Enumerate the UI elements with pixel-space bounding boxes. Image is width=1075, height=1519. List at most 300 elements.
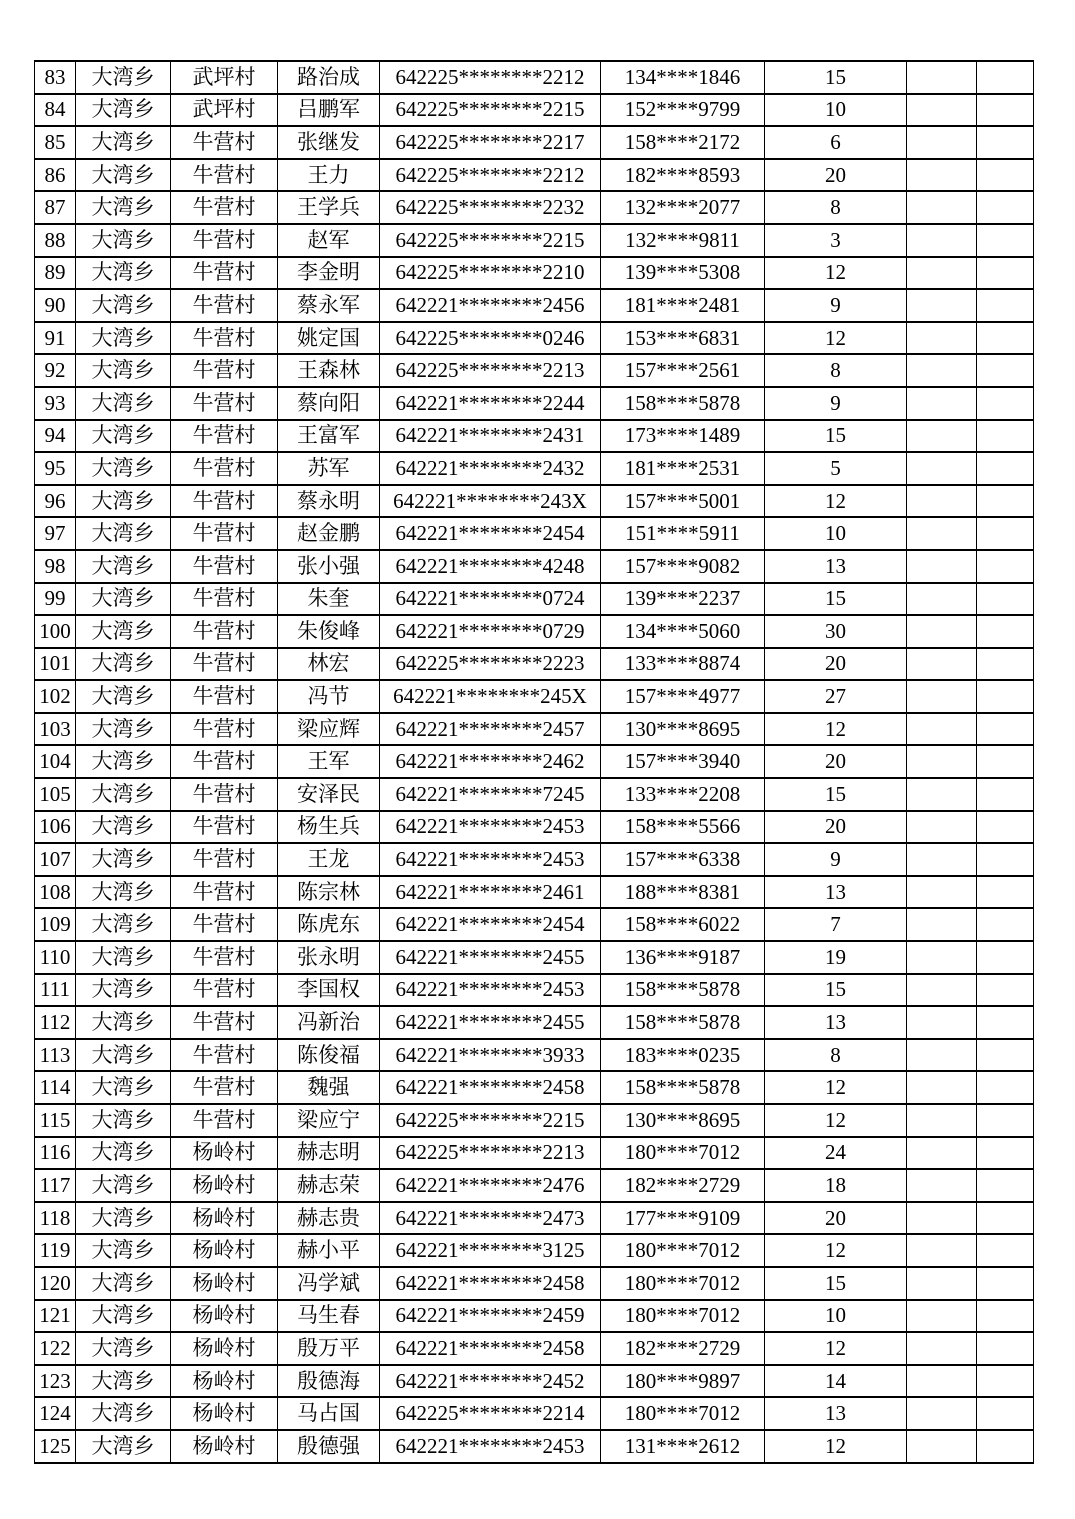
township-cell: 大湾乡 [76, 61, 171, 94]
village-cell: 杨岭村 [171, 1137, 278, 1170]
id-number-cell: 642225********2215 [380, 224, 601, 257]
name-cell: 王森林 [278, 354, 380, 387]
quantity-cell: 7 [765, 908, 907, 941]
blank-cell-2 [977, 191, 1034, 224]
blank-cell-1 [907, 1300, 977, 1333]
row-number-cell: 121 [35, 1300, 76, 1333]
row-number-cell: 86 [35, 159, 76, 192]
township-cell: 大湾乡 [76, 583, 171, 616]
quantity-cell: 9 [765, 289, 907, 322]
name-cell: 张永明 [278, 941, 380, 974]
name-cell: 冯学斌 [278, 1267, 380, 1300]
township-cell: 大湾乡 [76, 1300, 171, 1333]
phone-cell: 188****8381 [601, 876, 765, 909]
id-number-cell: 642221********2457 [380, 713, 601, 746]
phone-cell: 180****7012 [601, 1234, 765, 1267]
blank-cell-1 [907, 1234, 977, 1267]
name-cell: 杨生兵 [278, 811, 380, 844]
blank-cell-1 [907, 941, 977, 974]
blank-cell-2 [977, 452, 1034, 485]
blank-cell-1 [907, 974, 977, 1007]
id-number-cell: 642221********3933 [380, 1039, 601, 1072]
phone-cell: 173****1489 [601, 420, 765, 453]
quantity-cell: 13 [765, 1006, 907, 1039]
blank-cell-2 [977, 583, 1034, 616]
id-number-cell: 642221********2454 [380, 908, 601, 941]
id-number-cell: 642221********2459 [380, 1300, 601, 1333]
quantity-cell: 14 [765, 1365, 907, 1398]
table-row [35, 126, 1034, 159]
id-number-cell: 642225********2232 [380, 191, 601, 224]
blank-cell-1 [907, 485, 977, 518]
township-cell: 大湾乡 [76, 648, 171, 681]
quantity-cell: 8 [765, 191, 907, 224]
township-cell: 大湾乡 [76, 713, 171, 746]
quantity-cell: 15 [765, 420, 907, 453]
township-cell: 大湾乡 [76, 1169, 171, 1202]
table-row [35, 94, 1034, 127]
quantity-cell: 20 [765, 648, 907, 681]
id-number-cell: 642221********2476 [380, 1169, 601, 1202]
quantity-cell: 13 [765, 1397, 907, 1430]
id-number-cell: 642225********2212 [380, 61, 601, 94]
name-cell: 梁应宁 [278, 1104, 380, 1137]
id-number-cell: 642221********7245 [380, 778, 601, 811]
id-number-cell: 642225********2223 [380, 648, 601, 681]
blank-cell-2 [977, 1397, 1034, 1430]
table-row [35, 387, 1034, 420]
phone-cell: 157****2561 [601, 354, 765, 387]
table-row [35, 1169, 1034, 1202]
quantity-cell: 13 [765, 550, 907, 583]
phone-cell: 130****8695 [601, 713, 765, 746]
blank-cell-2 [977, 615, 1034, 648]
quantity-cell: 9 [765, 843, 907, 876]
blank-cell-2 [977, 61, 1034, 94]
village-cell: 杨岭村 [171, 1430, 278, 1463]
row-number-cell: 89 [35, 257, 76, 290]
phone-cell: 132****9811 [601, 224, 765, 257]
township-cell: 大湾乡 [76, 191, 171, 224]
table-row [35, 648, 1034, 681]
blank-cell-1 [907, 94, 977, 127]
table-row [35, 1202, 1034, 1235]
phone-cell: 158****5878 [601, 387, 765, 420]
village-cell: 牛营村 [171, 224, 278, 257]
township-cell: 大湾乡 [76, 778, 171, 811]
table-row [35, 61, 1034, 94]
table-row [35, 1071, 1034, 1104]
township-cell: 大湾乡 [76, 322, 171, 355]
id-number-cell: 642221********243X [380, 485, 601, 518]
name-cell: 林宏 [278, 648, 380, 681]
row-number-cell: 96 [35, 485, 76, 518]
blank-cell-1 [907, 908, 977, 941]
village-cell: 牛营村 [171, 485, 278, 518]
phone-cell: 158****5878 [601, 974, 765, 1007]
row-number-cell: 110 [35, 941, 76, 974]
id-number-cell: 642225********2215 [380, 1104, 601, 1137]
id-number-cell: 642221********2458 [380, 1267, 601, 1300]
blank-cell-1 [907, 1365, 977, 1398]
blank-cell-1 [907, 876, 977, 909]
phone-cell: 134****5060 [601, 615, 765, 648]
id-number-cell: 642225********2213 [380, 354, 601, 387]
village-cell: 牛营村 [171, 1104, 278, 1137]
table-row [35, 322, 1034, 355]
row-number-cell: 88 [35, 224, 76, 257]
id-number-cell: 642225********2214 [380, 1397, 601, 1430]
name-cell: 殷万平 [278, 1332, 380, 1365]
row-number-cell: 84 [35, 94, 76, 127]
township-cell: 大湾乡 [76, 811, 171, 844]
village-cell: 杨岭村 [171, 1202, 278, 1235]
name-cell: 马占国 [278, 1397, 380, 1430]
township-cell: 大湾乡 [76, 941, 171, 974]
name-cell: 赵金鹏 [278, 517, 380, 550]
village-cell: 牛营村 [171, 452, 278, 485]
blank-cell-2 [977, 648, 1034, 681]
row-number-cell: 85 [35, 126, 76, 159]
row-number-cell: 91 [35, 322, 76, 355]
quantity-cell: 12 [765, 1104, 907, 1137]
phone-cell: 133****2208 [601, 778, 765, 811]
township-cell: 大湾乡 [76, 1332, 171, 1365]
phone-cell: 158****6022 [601, 908, 765, 941]
phone-cell: 181****2531 [601, 452, 765, 485]
row-number-cell: 115 [35, 1104, 76, 1137]
blank-cell-2 [977, 1332, 1034, 1365]
name-cell: 马生春 [278, 1300, 380, 1333]
name-cell: 冯节 [278, 680, 380, 713]
township-cell: 大湾乡 [76, 452, 171, 485]
phone-cell: 136****9187 [601, 941, 765, 974]
row-number-cell: 114 [35, 1071, 76, 1104]
quantity-cell: 12 [765, 1430, 907, 1463]
blank-cell-1 [907, 191, 977, 224]
township-cell: 大湾乡 [76, 1365, 171, 1398]
quantity-cell: 20 [765, 1202, 907, 1235]
township-cell: 大湾乡 [76, 615, 171, 648]
township-cell: 大湾乡 [76, 876, 171, 909]
id-number-cell: 642221********2462 [380, 745, 601, 778]
row-number-cell: 125 [35, 1430, 76, 1463]
village-cell: 牛营村 [171, 680, 278, 713]
blank-cell-1 [907, 713, 977, 746]
blank-cell-1 [907, 778, 977, 811]
blank-cell-1 [907, 550, 977, 583]
blank-cell-2 [977, 1137, 1034, 1170]
name-cell: 朱奎 [278, 583, 380, 616]
blank-cell-1 [907, 843, 977, 876]
township-cell: 大湾乡 [76, 974, 171, 1007]
table-row [35, 843, 1034, 876]
village-cell: 牛营村 [171, 191, 278, 224]
table-row [35, 517, 1034, 550]
name-cell: 魏强 [278, 1071, 380, 1104]
quantity-cell: 20 [765, 745, 907, 778]
blank-cell-2 [977, 908, 1034, 941]
name-cell: 李国权 [278, 974, 380, 1007]
phone-cell: 180****9897 [601, 1365, 765, 1398]
id-number-cell: 642221********2432 [380, 452, 601, 485]
row-number-cell: 94 [35, 420, 76, 453]
phone-cell: 134****1846 [601, 61, 765, 94]
table-row [35, 1039, 1034, 1072]
blank-cell-1 [907, 61, 977, 94]
blank-cell-1 [907, 1202, 977, 1235]
blank-cell-2 [977, 1169, 1034, 1202]
village-cell: 牛营村 [171, 550, 278, 583]
quantity-cell: 15 [765, 583, 907, 616]
township-cell: 大湾乡 [76, 908, 171, 941]
village-cell: 牛营村 [171, 257, 278, 290]
name-cell: 殷德海 [278, 1365, 380, 1398]
table-row [35, 1267, 1034, 1300]
quantity-cell: 12 [765, 1234, 907, 1267]
table-row [35, 550, 1034, 583]
township-cell: 大湾乡 [76, 1202, 171, 1235]
blank-cell-2 [977, 1300, 1034, 1333]
village-cell: 牛营村 [171, 289, 278, 322]
blank-cell-2 [977, 1006, 1034, 1039]
village-cell: 牛营村 [171, 1006, 278, 1039]
phone-cell: 180****7012 [601, 1397, 765, 1430]
blank-cell-1 [907, 224, 977, 257]
township-cell: 大湾乡 [76, 1430, 171, 1463]
blank-cell-1 [907, 1104, 977, 1137]
township-cell: 大湾乡 [76, 517, 171, 550]
table-row [35, 1006, 1034, 1039]
phone-cell: 180****7012 [601, 1137, 765, 1170]
row-number-cell: 87 [35, 191, 76, 224]
quantity-cell: 10 [765, 94, 907, 127]
name-cell: 赫志明 [278, 1137, 380, 1170]
table-row [35, 974, 1034, 1007]
name-cell: 蔡永明 [278, 485, 380, 518]
township-cell: 大湾乡 [76, 420, 171, 453]
township-cell: 大湾乡 [76, 224, 171, 257]
table-row [35, 713, 1034, 746]
village-cell: 牛营村 [171, 420, 278, 453]
phone-cell: 151****5911 [601, 517, 765, 550]
blank-cell-2 [977, 843, 1034, 876]
row-number-cell: 108 [35, 876, 76, 909]
blank-cell-1 [907, 354, 977, 387]
blank-cell-1 [907, 387, 977, 420]
township-cell: 大湾乡 [76, 289, 171, 322]
row-number-cell: 90 [35, 289, 76, 322]
blank-cell-1 [907, 1006, 977, 1039]
village-cell: 杨岭村 [171, 1332, 278, 1365]
id-number-cell: 642221********2453 [380, 1430, 601, 1463]
phone-cell: 183****0235 [601, 1039, 765, 1072]
id-number-cell: 642225********2213 [380, 1137, 601, 1170]
phone-cell: 157****5001 [601, 485, 765, 518]
row-number-cell: 116 [35, 1137, 76, 1170]
blank-cell-2 [977, 1267, 1034, 1300]
phone-cell: 182****8593 [601, 159, 765, 192]
row-number-cell: 102 [35, 680, 76, 713]
blank-cell-2 [977, 1234, 1034, 1267]
blank-cell-2 [977, 420, 1034, 453]
quantity-cell: 6 [765, 126, 907, 159]
name-cell: 蔡向阳 [278, 387, 380, 420]
phone-cell: 182****2729 [601, 1169, 765, 1202]
township-cell: 大湾乡 [76, 745, 171, 778]
blank-cell-1 [907, 322, 977, 355]
village-cell: 牛营村 [171, 648, 278, 681]
table-row [35, 257, 1034, 290]
table-row [35, 159, 1034, 192]
blank-cell-2 [977, 1202, 1034, 1235]
quantity-cell: 12 [765, 485, 907, 518]
table-row [35, 224, 1034, 257]
table-row [35, 1397, 1034, 1430]
township-cell: 大湾乡 [76, 159, 171, 192]
id-number-cell: 642225********2212 [380, 159, 601, 192]
row-number-cell: 100 [35, 615, 76, 648]
name-cell: 吕鹏军 [278, 94, 380, 127]
blank-cell-1 [907, 420, 977, 453]
phone-cell: 158****5566 [601, 811, 765, 844]
table-row [35, 1137, 1034, 1170]
row-number-cell: 101 [35, 648, 76, 681]
quantity-cell: 13 [765, 876, 907, 909]
table-row [35, 485, 1034, 518]
id-number-cell: 642221********2456 [380, 289, 601, 322]
name-cell: 王龙 [278, 843, 380, 876]
quantity-cell: 18 [765, 1169, 907, 1202]
township-cell: 大湾乡 [76, 485, 171, 518]
blank-cell-1 [907, 126, 977, 159]
name-cell: 殷德强 [278, 1430, 380, 1463]
id-number-cell: 642221********2454 [380, 517, 601, 550]
row-number-cell: 118 [35, 1202, 76, 1235]
phone-cell: 182****2729 [601, 1332, 765, 1365]
village-cell: 牛营村 [171, 811, 278, 844]
table-row [35, 745, 1034, 778]
row-number-cell: 120 [35, 1267, 76, 1300]
quantity-cell: 20 [765, 159, 907, 192]
table-row [35, 191, 1034, 224]
village-cell: 牛营村 [171, 322, 278, 355]
name-cell: 陈虎东 [278, 908, 380, 941]
blank-cell-2 [977, 354, 1034, 387]
quantity-cell: 15 [765, 974, 907, 1007]
quantity-cell: 24 [765, 1137, 907, 1170]
blank-cell-1 [907, 615, 977, 648]
id-number-cell: 642221********2453 [380, 811, 601, 844]
table-row [35, 811, 1034, 844]
blank-cell-1 [907, 452, 977, 485]
row-number-cell: 107 [35, 843, 76, 876]
phone-cell: 157****4977 [601, 680, 765, 713]
blank-cell-2 [977, 680, 1034, 713]
phone-cell: 158****5878 [601, 1006, 765, 1039]
phone-cell: 130****8695 [601, 1104, 765, 1137]
row-number-cell: 113 [35, 1039, 76, 1072]
name-cell: 王军 [278, 745, 380, 778]
blank-cell-2 [977, 1104, 1034, 1137]
table-row [35, 1234, 1034, 1267]
name-cell: 梁应辉 [278, 713, 380, 746]
row-number-cell: 103 [35, 713, 76, 746]
blank-cell-2 [977, 159, 1034, 192]
quantity-cell: 12 [765, 1071, 907, 1104]
id-number-cell: 642221********2458 [380, 1071, 601, 1104]
village-cell: 杨岭村 [171, 1234, 278, 1267]
name-cell: 蔡永军 [278, 289, 380, 322]
blank-cell-1 [907, 289, 977, 322]
blank-cell-2 [977, 876, 1034, 909]
quantity-cell: 15 [765, 1267, 907, 1300]
table-row [35, 876, 1034, 909]
row-number-cell: 99 [35, 583, 76, 616]
id-number-cell: 642225********2217 [380, 126, 601, 159]
blank-cell-1 [907, 1071, 977, 1104]
resident-roster-table [34, 60, 1034, 1464]
village-cell: 牛营村 [171, 908, 278, 941]
blank-cell-2 [977, 1430, 1034, 1463]
blank-cell-2 [977, 550, 1034, 583]
blank-cell-2 [977, 1365, 1034, 1398]
id-number-cell: 642221********2453 [380, 843, 601, 876]
table-row [35, 1430, 1034, 1463]
phone-cell: 180****7012 [601, 1300, 765, 1333]
blank-cell-1 [907, 745, 977, 778]
name-cell: 王富军 [278, 420, 380, 453]
id-number-cell: 642221********2455 [380, 941, 601, 974]
village-cell: 武坪村 [171, 94, 278, 127]
blank-cell-2 [977, 713, 1034, 746]
phone-cell: 181****2481 [601, 289, 765, 322]
blank-cell-2 [977, 1071, 1034, 1104]
village-cell: 牛营村 [171, 1071, 278, 1104]
blank-cell-1 [907, 159, 977, 192]
name-cell: 赫志贵 [278, 1202, 380, 1235]
name-cell: 陈宗林 [278, 876, 380, 909]
name-cell: 朱俊峰 [278, 615, 380, 648]
table-row [35, 452, 1034, 485]
table-row [35, 1332, 1034, 1365]
village-cell: 杨岭村 [171, 1169, 278, 1202]
phone-cell: 131****2612 [601, 1430, 765, 1463]
quantity-cell: 12 [765, 1332, 907, 1365]
phone-cell: 180****7012 [601, 1267, 765, 1300]
blank-cell-2 [977, 811, 1034, 844]
township-cell: 大湾乡 [76, 1039, 171, 1072]
township-cell: 大湾乡 [76, 1267, 171, 1300]
id-number-cell: 642221********2455 [380, 1006, 601, 1039]
village-cell: 杨岭村 [171, 1300, 278, 1333]
table-row [35, 908, 1034, 941]
name-cell: 陈俊福 [278, 1039, 380, 1072]
quantity-cell: 3 [765, 224, 907, 257]
village-cell: 牛营村 [171, 126, 278, 159]
row-number-cell: 106 [35, 811, 76, 844]
blank-cell-2 [977, 974, 1034, 1007]
blank-cell-1 [907, 1137, 977, 1170]
blank-cell-1 [907, 648, 977, 681]
row-number-cell: 111 [35, 974, 76, 1007]
table-row [35, 941, 1034, 974]
township-cell: 大湾乡 [76, 257, 171, 290]
phone-cell: 157****9082 [601, 550, 765, 583]
name-cell: 李金明 [278, 257, 380, 290]
phone-cell: 139****5308 [601, 257, 765, 290]
name-cell: 路治成 [278, 61, 380, 94]
